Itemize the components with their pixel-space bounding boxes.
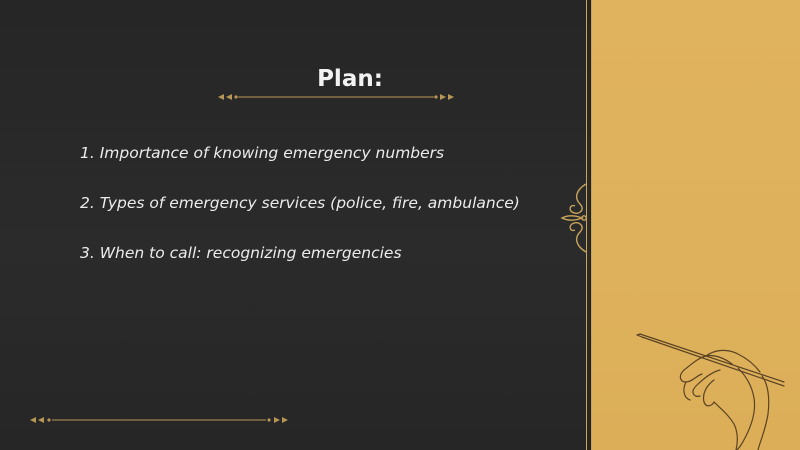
- bottom-divider-icon: [28, 414, 290, 426]
- scroll-flourish-icon: [558, 182, 596, 254]
- agenda-item: 2. Types of emergency services (police, fire, ambulance): [80, 194, 520, 212]
- slide-title: Plan:: [317, 66, 383, 92]
- title-divider-icon: [216, 91, 456, 103]
- agenda-item: 3. When to call: recognizing emergencies: [80, 244, 402, 262]
- hand-with-pen-icon: [634, 324, 794, 450]
- agenda-list: [80, 142, 520, 292]
- agenda-item: 1. Importance of knowing emergency numbers: [80, 144, 445, 162]
